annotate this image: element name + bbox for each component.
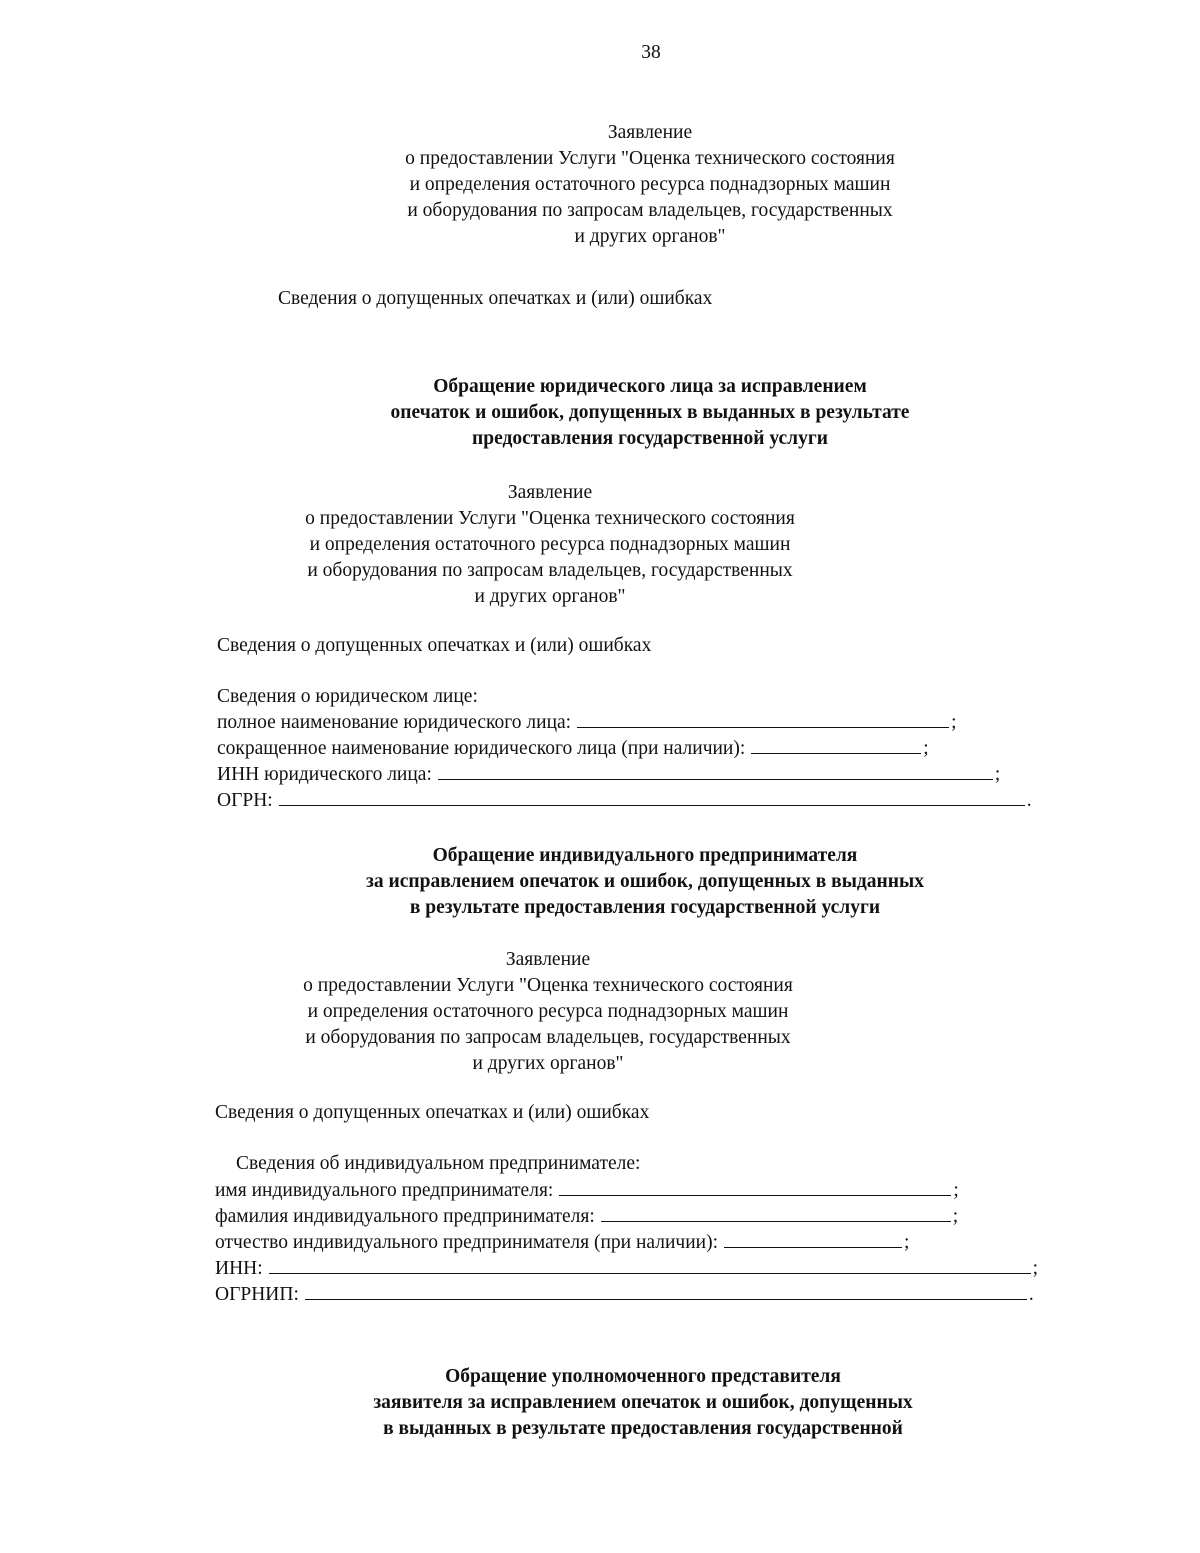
- statement-line: и определения остаточного ресурса поднадзорных машин: [309, 534, 791, 555]
- field-blank[interactable]: [559, 1177, 951, 1196]
- field-last-name[interactable]: фамилия индивидуального предпринимателя: ;: [215, 1203, 958, 1229]
- field-patronymic[interactable]: отчество индивидуального предпринимателя (при наличии): ;: [215, 1229, 909, 1255]
- field-blank[interactable]: [577, 709, 949, 728]
- field-inn[interactable]: ИНН юридического лица: ;: [217, 761, 1000, 787]
- field-full-name[interactable]: полное наименование юридического лица: ;: [217, 709, 957, 735]
- statement-line: и других органов": [474, 586, 626, 607]
- statement-title: Заявление: [507, 482, 593, 503]
- legal-entity-heading: Обращение юридического лица за исправлением опечаток и ошибок, допущенных в выданных в результате предоставления государственной услуги: [390, 376, 910, 449]
- field-blank[interactable]: [279, 787, 1025, 806]
- statement-line: и других органов": [472, 1053, 624, 1074]
- field-first-name[interactable]: имя индивидуального предпринимателя: ;: [215, 1177, 959, 1203]
- statement-line: о предоставлении Услуги "Оценка технического состояния: [303, 975, 793, 996]
- statement-title: Заявление: [505, 949, 591, 970]
- field-blank[interactable]: [305, 1281, 1027, 1300]
- field-blank[interactable]: [601, 1203, 951, 1222]
- entrepreneur-info-title: Сведения об индивидуальном предпринимателе:: [236, 1153, 641, 1174]
- page-number: 38: [641, 42, 661, 63]
- field-blank[interactable]: [751, 735, 921, 754]
- statement-title: Заявление: [607, 122, 693, 143]
- statement-line: и других органов": [574, 226, 726, 247]
- field-blank[interactable]: [438, 761, 993, 780]
- entrepreneur-statement: [248, 947, 848, 1077]
- statement-line: и определения остаточного ресурса поднадзорных машин: [409, 174, 891, 195]
- legal-entity-info-title: Сведения о юридическом лице:: [217, 686, 478, 707]
- errors-info: Сведения о допущенных опечатках и (или) ошибках: [215, 1102, 650, 1123]
- statement-line: и оборудования по запросам владельцев, государственных: [305, 1027, 791, 1048]
- field-ogrnip[interactable]: ОГРНИП: .: [215, 1281, 1034, 1307]
- legal-entity-statement: [250, 480, 850, 610]
- statement-line: и оборудования по запросам владельцев, государственных: [307, 560, 793, 581]
- field-blank[interactable]: [269, 1255, 1031, 1274]
- statement-block-1: [350, 120, 950, 250]
- representative-heading: Обращение уполномоченного представителя заявителя за исправлением опечаток и ошибок, допущенных в выданных в результате предоставления государственной: [373, 1366, 913, 1439]
- field-short-name[interactable]: сокращенное наименование юридического лица (при наличии): ;: [217, 735, 929, 761]
- field-blank[interactable]: [724, 1229, 902, 1248]
- statement-line: и оборудования по запросам владельцев, государственных: [407, 200, 893, 221]
- field-inn[interactable]: ИНН: ;: [215, 1255, 1038, 1281]
- statement-line: о предоставлении Услуги "Оценка технического состояния: [405, 148, 895, 169]
- errors-info: Сведения о допущенных опечатках и (или) ошибках: [278, 288, 713, 309]
- statement-line: о предоставлении Услуги "Оценка технического состояния: [305, 508, 795, 529]
- errors-info: Сведения о допущенных опечатках и (или) ошибках: [217, 635, 652, 656]
- field-ogrn[interactable]: ОГРН: .: [217, 787, 1032, 813]
- entrepreneur-heading: Обращение индивидуального предпринимателя за исправлением опечаток и ошибок, допущенных в выданных в результате предоставления государственной услуги: [366, 845, 924, 918]
- statement-line: и определения остаточного ресурса поднадзорных машин: [307, 1001, 789, 1022]
